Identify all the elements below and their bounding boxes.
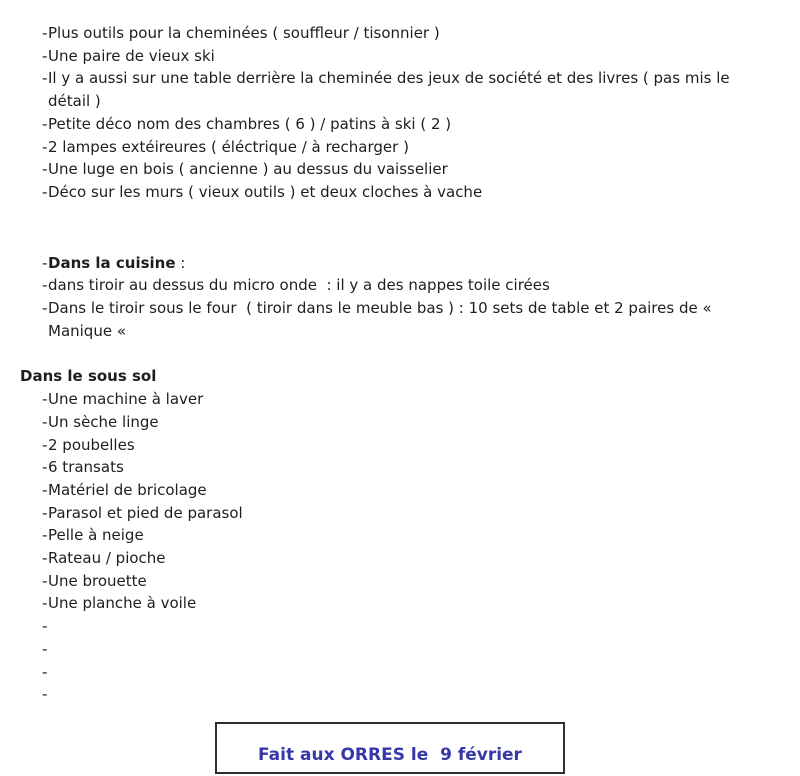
kitchen-heading-colon: :: [175, 253, 186, 272]
list-item: [20, 570, 788, 593]
section-living-room: [20, 22, 788, 204]
bullet-dash: -: [42, 503, 48, 522]
bullet-dash: -: [42, 412, 48, 431]
bullet-dash: -: [42, 617, 48, 636]
list-item: [20, 22, 788, 45]
bullet-dash: -: [42, 160, 48, 179]
list-item: [20, 524, 788, 547]
list-item-empty: [20, 661, 788, 684]
bullet-dash: -: [42, 46, 48, 65]
bullet-dash: -: [42, 435, 48, 454]
bullet-dash: -: [42, 571, 48, 590]
bullet-dash: -: [42, 253, 48, 272]
list-item-text: Un sèche linge: [48, 412, 159, 431]
basement-heading: Dans le sous sol: [20, 367, 157, 386]
bullet-dash: -: [42, 458, 48, 477]
list-item: [20, 547, 788, 570]
list-item-text: Rateau / pioche: [48, 549, 166, 568]
list-item: [20, 136, 788, 159]
bullet-dash: -: [42, 549, 48, 568]
bullet-dash: -: [42, 114, 48, 133]
list-item: [20, 274, 788, 297]
list-item-empty: [20, 638, 788, 661]
footer-date-text: Fait aux ORRES le 9 février: [258, 745, 522, 766]
bullet-dash: -: [42, 276, 48, 295]
list-item: [20, 592, 788, 615]
list-item: [20, 456, 788, 479]
bullet-dash: -: [42, 182, 48, 201]
bullet-dash: -: [42, 299, 48, 318]
list-item-empty: [20, 615, 788, 638]
list-item-text: Déco sur les murs ( vieux outils ) et deux cloches à vache: [48, 182, 483, 201]
bullet-dash: -: [42, 526, 48, 545]
list-item: [20, 297, 788, 342]
list-item: [20, 67, 788, 112]
bullet-dash: -: [42, 69, 48, 88]
list-item-empty: [20, 683, 788, 706]
bullet-dash: -: [42, 639, 48, 658]
bullet-dash: -: [42, 685, 48, 704]
kitchen-heading: [48, 252, 763, 275]
list-item: [20, 479, 788, 502]
list-item-text: Petite déco nom des chambres ( 6 ) / patins à ski ( 2 ): [48, 114, 452, 133]
list-item-text: dans tiroir au dessus du micro onde : il y a des nappes toile cirées: [48, 276, 550, 295]
list-item-text: Une luge en bois ( ancienne ) au dessus du vaisselier: [48, 160, 448, 179]
bullet-dash: -: [42, 137, 48, 156]
kitchen-heading-bold: Dans la cuisine: [48, 253, 176, 272]
bullet-dash: -: [42, 480, 48, 499]
list-item-text: Une paire de vieux ski: [48, 46, 215, 65]
list-item: [20, 45, 788, 68]
list-item-text: Parasol et pied de parasol: [48, 503, 243, 522]
footer-box: [215, 722, 565, 774]
bullet-dash: -: [42, 24, 48, 42]
list-item: [20, 113, 788, 136]
list-item-text: Une planche à voile: [48, 594, 197, 613]
list-item: [20, 158, 788, 181]
list-item-text: Dans le tiroir sous le four ( tiroir dans le meuble bas ) : 10 sets de table et 2 paires de « Manique «: [48, 299, 717, 340]
list-item: [20, 502, 788, 525]
list-item-text: Il y a aussi sur une table derrière la cheminée des jeux de société et des livres ( pas mis le détail ): [48, 69, 735, 111]
list-item-text: Une brouette: [48, 571, 147, 590]
list-item-text: Matériel de bricolage: [48, 480, 207, 499]
list-item-text: Pelle à neige: [48, 526, 144, 545]
list-item-text: Une machine à laver: [48, 390, 204, 409]
bullet-dash: -: [42, 662, 48, 681]
bullet-dash: -: [42, 594, 48, 613]
list-item-text: 6 transats: [48, 458, 124, 477]
list-item-heading: [20, 252, 788, 275]
list-item-text: 2 poubelles: [48, 435, 135, 454]
list-item-text: 2 lampes extéireures ( éléctrique / à recharger ): [48, 137, 409, 156]
section-kitchen: [20, 252, 788, 343]
list-item: [20, 411, 788, 434]
list-item: [20, 434, 788, 457]
list-item: [20, 388, 788, 411]
section-basement: [20, 388, 788, 706]
list-item-text: Plus outils pour la cheminées ( souffleur / tisonnier ): [48, 24, 440, 42]
list-item: [20, 181, 788, 204]
bullet-dash: -: [42, 390, 48, 409]
